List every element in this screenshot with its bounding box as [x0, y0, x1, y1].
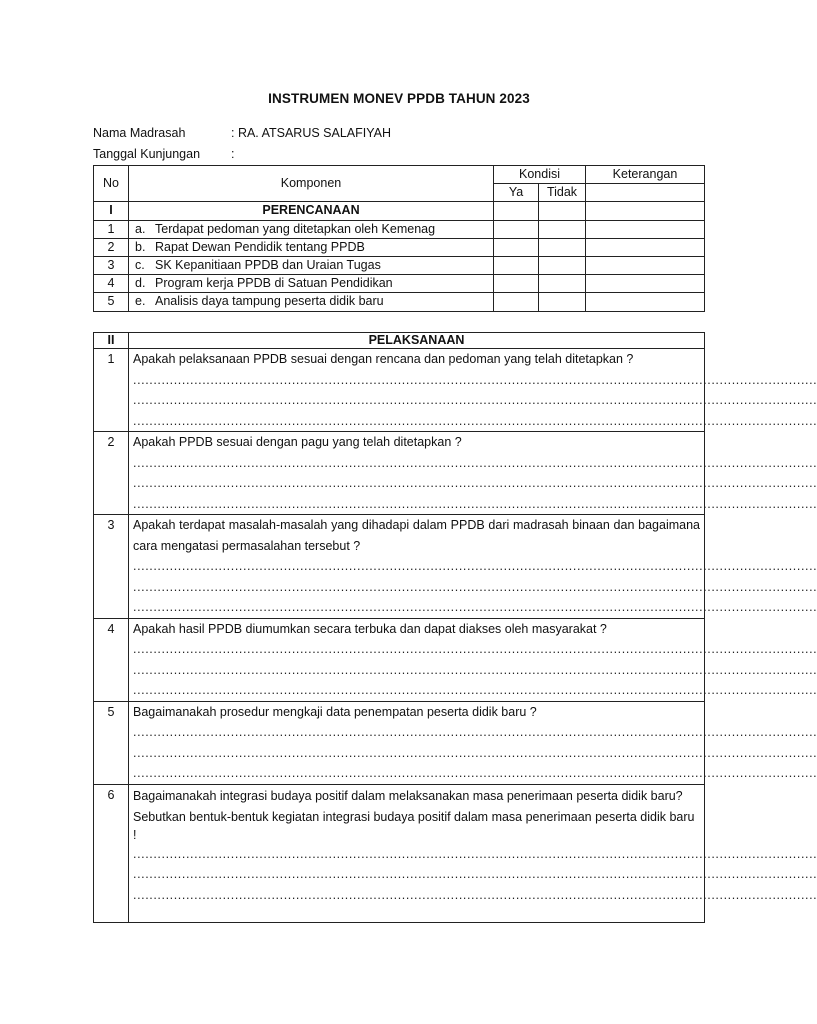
tidak-cell[interactable] — [539, 238, 586, 256]
answer-line[interactable]: ........................................................................................................................................................................ — [133, 846, 817, 861]
ya-cell[interactable] — [494, 220, 539, 238]
row-komponen — [129, 275, 494, 293]
answer-line[interactable]: ........................................................................................................................................................................ — [133, 662, 817, 677]
header-kondisi: Kondisi — [494, 166, 586, 184]
keterangan-cell[interactable] — [586, 202, 705, 220]
table-row — [94, 293, 705, 311]
tidak-cell[interactable] — [539, 202, 586, 220]
row-letter: a. — [135, 221, 146, 236]
row-letter: c. — [135, 257, 145, 272]
answer-line[interactable]: ........................................................................................................................................................................ — [133, 887, 817, 902]
question-row — [94, 432, 705, 515]
tidak-cell[interactable] — [539, 275, 586, 293]
question-no: 6 — [94, 784, 129, 922]
question-text: Apakah pelaksanaan PPDB sesuai dengan rencana dan pedoman yang telah ditetapkan ? — [133, 352, 634, 366]
tidak-cell[interactable] — [539, 220, 586, 238]
answer-line[interactable]: ........................................................................................................................................................................ — [133, 683, 817, 697]
ya-cell[interactable] — [494, 275, 539, 293]
answer-line[interactable]: ........................................................................................................................................................................ — [133, 600, 817, 614]
keterangan-cell[interactable] — [586, 220, 705, 238]
question-cell — [129, 432, 817, 515]
ya-cell[interactable] — [494, 202, 539, 220]
row-text: Program kerja PPDB di Satuan Pendidikan — [155, 276, 393, 291]
keterangan-cell[interactable] — [586, 293, 705, 311]
ya-cell[interactable] — [494, 238, 539, 256]
row-komponen — [129, 256, 494, 274]
keterangan-cell[interactable] — [586, 238, 705, 256]
answer-line[interactable]: ........................................................................................................................................................................ — [133, 559, 817, 573]
question-cell — [129, 784, 817, 922]
header-tidak: Tidak — [539, 184, 586, 202]
question-row — [94, 515, 705, 619]
row-letter: d. — [135, 276, 146, 291]
answer-line[interactable]: ........................................................................................................................................................................ — [133, 496, 817, 511]
perencanaan-table — [93, 165, 705, 312]
row-text: Analisis daya tampung peserta didik baru — [155, 294, 384, 309]
question-text: Apakah terdapat masalah-masalah yang dihadapi dalam PPDB dari madrasah binaan dan bagaimana cara mengatasi permasalahan tersebut ? — [133, 518, 700, 553]
answer-line[interactable]: ........................................................................................................................................................................ — [133, 476, 817, 490]
header-keterangan-blank — [586, 184, 705, 202]
question-text-secondary: Sebutkan bentuk-bentuk kegiatan integrasi budaya positif dalam masa penerimaan peserta didik baru ! — [133, 809, 695, 842]
page-title: INSTRUMEN MONEV PPDB TAHUN 2023 — [268, 91, 530, 106]
question-text: Apakah PPDB sesuai dengan pagu yang telah ditetapkan ? — [133, 435, 462, 449]
info-label: Nama Madrasah — [93, 126, 186, 140]
info-value: : — [231, 147, 235, 161]
ya-cell[interactable] — [494, 293, 539, 311]
table-row — [94, 275, 705, 293]
row-text: Rapat Dewan Pendidik tentang PPDB — [155, 239, 365, 254]
section-no: II — [94, 333, 129, 349]
question-no: 1 — [94, 349, 129, 432]
info-label: Tanggal Kunjungan — [93, 147, 201, 161]
row-letter: b. — [135, 239, 146, 254]
table-row — [94, 238, 705, 256]
question-row — [94, 784, 705, 922]
info-tanggal-kunjungan — [93, 147, 234, 161]
row-no: 5 — [94, 293, 129, 311]
table-row — [94, 220, 705, 238]
header-komponen: Komponen — [129, 166, 494, 202]
answer-line[interactable]: ........................................................................................................................................................................ — [133, 745, 817, 760]
table-row — [94, 256, 705, 274]
question-text: Bagaimanakah prosedur mengkaji data penempatan peserta didik baru ? — [133, 704, 537, 719]
question-cell — [129, 515, 817, 619]
ya-cell[interactable] — [494, 256, 539, 274]
row-text: Terdapat pedoman yang ditetapkan oleh Kemenag — [155, 221, 436, 236]
answer-line[interactable]: ........................................................................................................................................................................ — [133, 372, 817, 387]
answer-line[interactable]: ........................................................................................................................................................................ — [133, 867, 817, 881]
row-komponen — [129, 293, 494, 311]
question-no: 4 — [94, 618, 129, 701]
question-no: 5 — [94, 701, 129, 784]
answer-line[interactable]: ........................................................................................................................................................................ — [133, 725, 817, 739]
pelaksanaan-table — [93, 332, 817, 923]
keterangan-cell[interactable] — [586, 256, 705, 274]
question-text: Apakah hasil PPDB diumumkan secara terbuka dan dapat diakses oleh masyarakat ? — [133, 621, 607, 636]
question-cell — [129, 349, 817, 432]
info-value: : RA. ATSARUS SALAFIYAH — [231, 126, 391, 140]
question-text: Bagaimanakah integrasi budaya positif dalam melaksanakan masa penerimaan peserta didik baru? — [133, 788, 683, 803]
row-no: 3 — [94, 256, 129, 274]
question-row — [94, 701, 705, 784]
section-row — [94, 202, 705, 220]
header-keterangan: Keterangan — [586, 166, 705, 184]
question-no: 3 — [94, 515, 129, 619]
row-no: 4 — [94, 275, 129, 293]
info-nama-madrasah — [93, 126, 391, 140]
header-ya: Ya — [494, 184, 539, 202]
answer-line[interactable]: ........................................................................................................................................................................ — [133, 393, 817, 407]
answer-line[interactable]: ........................................................................................................................................................................ — [133, 642, 817, 656]
section-no: I — [94, 202, 129, 220]
header-no: No — [94, 166, 129, 202]
answer-line[interactable]: ........................................................................................................................................................................ — [133, 766, 817, 780]
row-komponen — [129, 220, 494, 238]
tidak-cell[interactable] — [539, 256, 586, 274]
question-row — [94, 349, 705, 432]
section-label: PERENCANAAN — [129, 202, 494, 220]
tidak-cell[interactable] — [539, 293, 586, 311]
row-text: SK Kepanitiaan PPDB dan Uraian Tugas — [155, 257, 381, 272]
answer-line[interactable]: ........................................................................................................................................................................ — [133, 413, 817, 428]
section-row — [94, 333, 705, 349]
question-row — [94, 618, 705, 701]
question-cell — [129, 618, 817, 701]
row-no: 1 — [94, 220, 129, 238]
question-cell — [129, 701, 817, 784]
row-no: 2 — [94, 238, 129, 256]
answer-line[interactable]: ........................................................................................................................................................................ — [133, 579, 817, 594]
question-no: 2 — [94, 432, 129, 515]
answer-line[interactable]: ........................................................................................................................................................................ — [133, 455, 817, 470]
section-label: PELAKSANAAN — [129, 333, 705, 349]
row-letter: e. — [135, 294, 146, 309]
row-komponen — [129, 238, 494, 256]
keterangan-cell[interactable] — [586, 275, 705, 293]
